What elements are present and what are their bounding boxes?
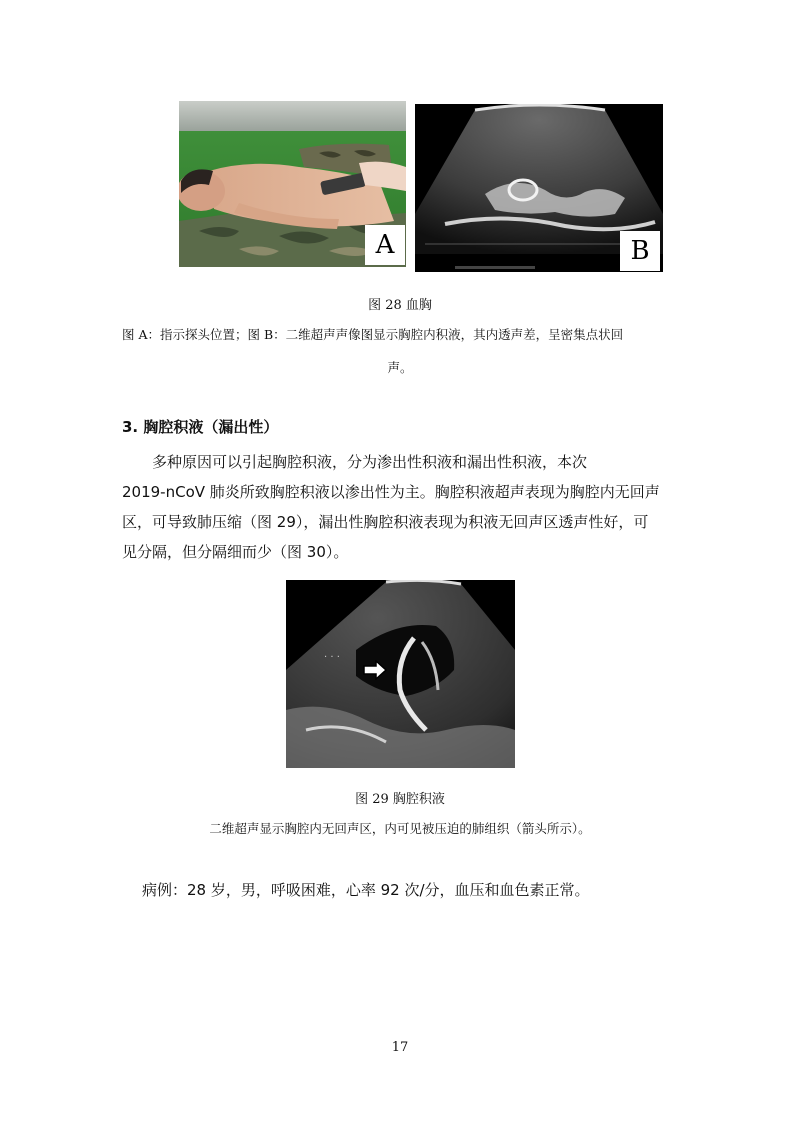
paragraph-line-2: 2019-nCoV 肺炎所致胸腔积液以渗出性为主。胸腔积液超声表现为胸腔内无回声 (122, 483, 660, 501)
arrow-icon (362, 660, 388, 680)
figure-29-ultrasound-pleural-effusion (286, 580, 515, 768)
figure-28-caption-line-1: 图 A：指示探头位置；图 B：二维超声声像图显示胸腔内积液，其内透声差，呈密集点状回 (122, 327, 624, 342)
figure-28-caption-line-2: 声。 (387, 360, 413, 375)
paragraph-line-3: 区，可导致肺压缩（图 29），漏出性胸腔积液表现为积液无回声区透声性好，可 (122, 513, 649, 531)
panel-b-label: B (620, 231, 660, 271)
figure-29-caption-description: 二维超声显示胸腔内无回声区，内可见被压迫的肺组织（箭头所示）。 (209, 821, 591, 836)
svg-text:· · ·: · · · (324, 652, 340, 663)
panel-a-label: A (365, 225, 405, 265)
section-heading: 3. 胸腔积液（漏出性） (122, 418, 279, 436)
page-number: 17 (391, 1040, 409, 1055)
paragraph-line-4: 见分隔，但分隔细而少（图 30）。 (122, 543, 349, 561)
figure-29-caption-title: 图 29 胸腔积液 (355, 792, 445, 807)
case-description: 病例：28 岁，男，呼吸困难，心率 92 次/分，血压和血色素正常。 (142, 881, 590, 899)
ultrasound-image (286, 580, 515, 768)
figure-28-caption-title: 图 28 血胸 (368, 298, 432, 313)
figure-28-photo-probe-position (179, 101, 406, 267)
figure-28-ultrasound-hemothorax (415, 104, 663, 272)
paragraph-line-1: 多种原因可以引起胸腔积液，分为渗出性积液和漏出性积液，本次 (152, 453, 588, 471)
